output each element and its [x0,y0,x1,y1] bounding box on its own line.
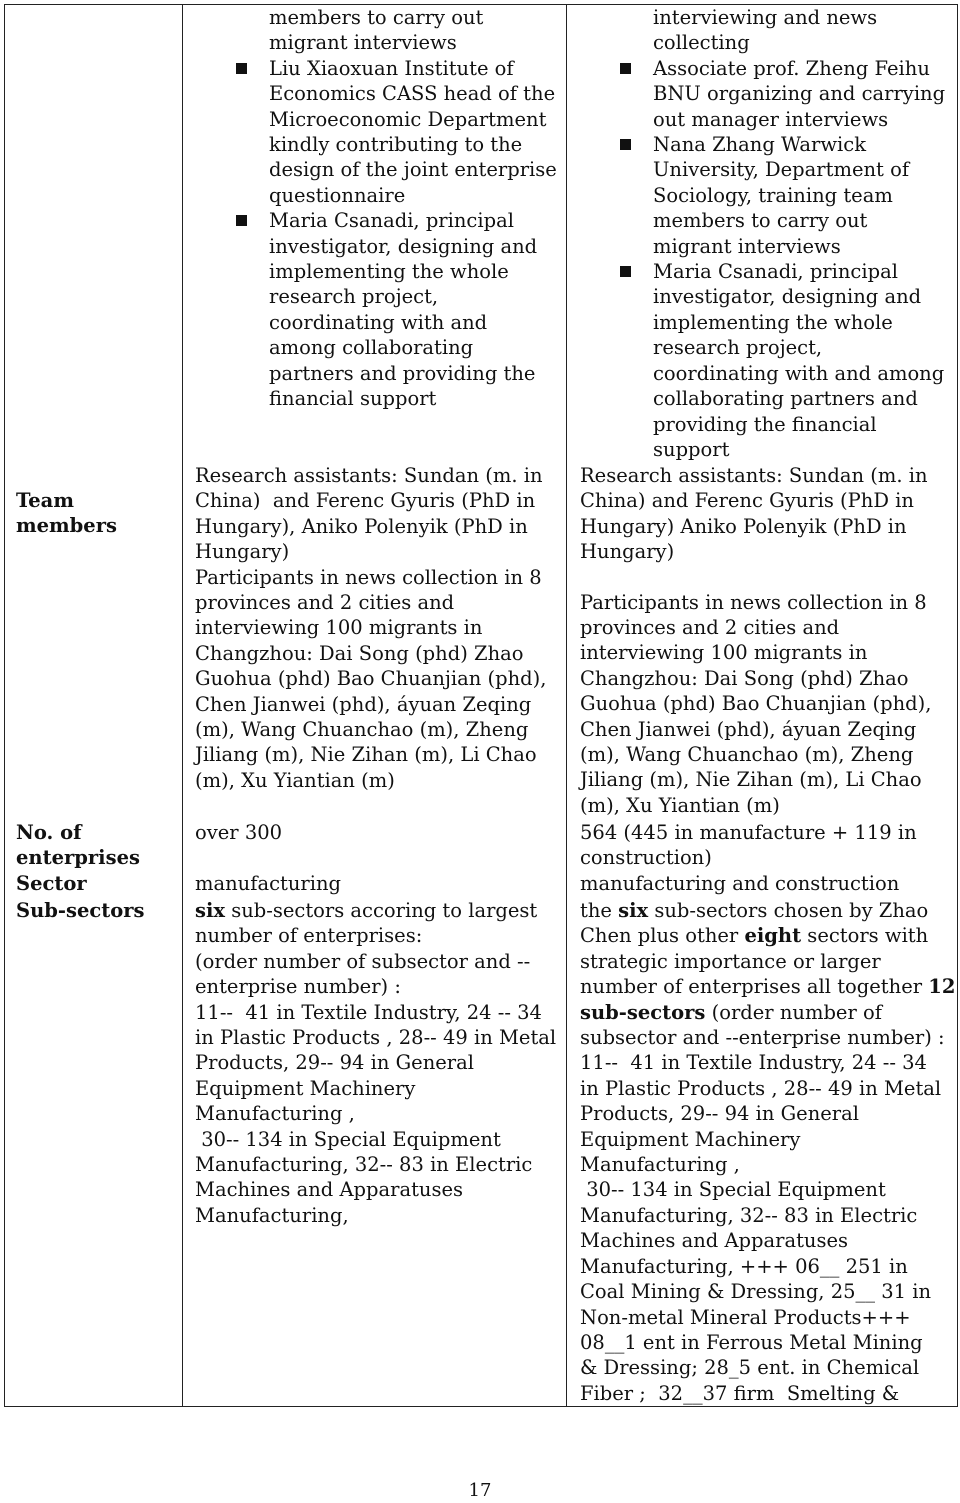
col3-bullet-item: Maria Csanadi, principal investigator, designing and implementing the whole research project, coordinating with and among collaborating partners and providing the financial support [653,259,953,462]
col3-sub-text: sectors with strategic importance or larger number of enterprises all together [580,924,929,999]
col3-top-lead: interviewing and news collecting [653,6,878,55]
col2-sub-text: sub-sectors accoring to largest number of enterprises: (order number of subsector and -- enterprise number) : 11-- 41 in Textile Industry, 24 -- 34 in Plastic Products , 28-- 49 in Metal Products, 29-- 94 in General Equipment Machinery Manufacturing , 30-- 134 in Special Equipment Manufacturing, 32-- 83 in Electric Machines and Apparatuses Manufacturing, [195,899,557,1227]
col3-sub-text: the [580,899,619,922]
label-sector: Sector [16,872,87,895]
col2-sector: manufacturing [195,872,341,895]
col2-no-enterprises: over 300 [195,821,283,844]
col2-bullet-item: Maria Csanadi, principal investigator, designing and implementing the whole research project, coordinating with and among collaborating partners and providing the financial support [269,208,564,411]
col2-top [269,5,564,412]
spacer [580,565,954,590]
bullet-square-icon [236,215,247,226]
col3-sector: manufacturing and construction [580,872,900,895]
bullet-square-icon [620,266,631,277]
bullet-square-icon [620,139,631,150]
label-no-enterprises: No. of enterprises [16,821,140,870]
bullet-square-icon [620,63,631,74]
col3-team-assistants: Research assistants: Sundan (m. in China) and Ferenc Gyuris (PhD in Hungary) Aniko Polenyik (PhD in Hungary) [580,464,928,564]
col3-sub-bold: six [618,899,649,922]
col2-sub-bold: six [195,899,226,922]
bullet-square-icon [236,63,247,74]
label-team-members: Team members [16,489,117,538]
col3-sub-sectors [580,898,954,1406]
column-divider-2 [566,4,567,1406]
col2-top-lead: members to carry out migrant interviews [269,6,484,55]
col2-sub-sectors [195,898,565,1228]
page-number: 17 [468,1480,492,1501]
label-sub-sectors: Sub-sectors [16,899,145,922]
col3-sub-bold: eight [744,924,802,948]
col3-bullet-item: Associate prof. Zheng Feihu BNU organizing and carrying out manager interviews [653,56,953,132]
col3-sub-bold: 12 sub-sectors [580,975,956,1024]
col3-top [653,5,953,462]
column-divider-1 [182,4,183,1406]
col3-bullet-list [653,56,953,463]
col3-sub-text: (order number of subsector and --enterprise number) : 11-- 41 in Textile Industry, 24 -- 34 in Plastic Products , 28-- 49 in Metal Products, 29-- 94 in General Equipment Machinery Manufacturing , 30-- 134 in Special Equipment Manufacturing, 32-- 83 in Electric Machines and Apparatuses Manufacturing, +++ 06__ 251 in Coal Mining & Dressing, 25__ 31 in Non-metal Mineral Products+++ 08__1 ent in Ferrous Metal Mining & Dressing; 28_5 ent. in Chemical Fiber ; 32__37 firm Smelting & [580,1000,945,1405]
col3-sub-text: sub-sectors chosen by Zhao Chen plus other [580,899,929,948]
col2-bullet-list [269,56,564,412]
col2-team-text: Research assistants: Sundan (m. in China) and Ferenc Gyuris (PhD in Hungary), Aniko Polenyik (PhD in Hungary) Participants in news collection in 8 provinces and 2 cities and interviewing 100 migrants in Changzhou: Dai Song (phd) Zhao Guohua (phd) Bao Chuanjian (phd), Chen Jianwei (phd), áyuan Zeqing (m), Wang Chuanchao (m), Zheng Jiliang (m), Nie Zihan (m), Li Chao (m), Xu Yiantian (m) [195,464,547,792]
col3-team [580,463,954,818]
col2-bullet-item: Liu Xiaoxuan Institute of Economics CASS head of the Microeconomic Department kindly contributing to the design of the joint enterprise questionnaire [269,56,564,208]
col3-bullet-item: Nana Zhang Warwick University, Department of Sociology, training team members to carry out migrant interviews [653,132,953,259]
col3-no-enterprises: 564 (445 in manufacture + 119 in construction) [580,821,917,870]
col3-team-participants: Participants in news collection in 8 provinces and 2 cities and interviewing 100 migrants in Changzhou: Dai Song (phd) Zhao Guohua (phd) Bao Chuanjian (phd), Chen Jianwei (phd), áyuan Zeqing (m), Wang Chuanchao (m), Zheng Jiliang (m), Nie Zihan (m), Li Chao (m), Xu Yiantian (m) [580,590,932,817]
